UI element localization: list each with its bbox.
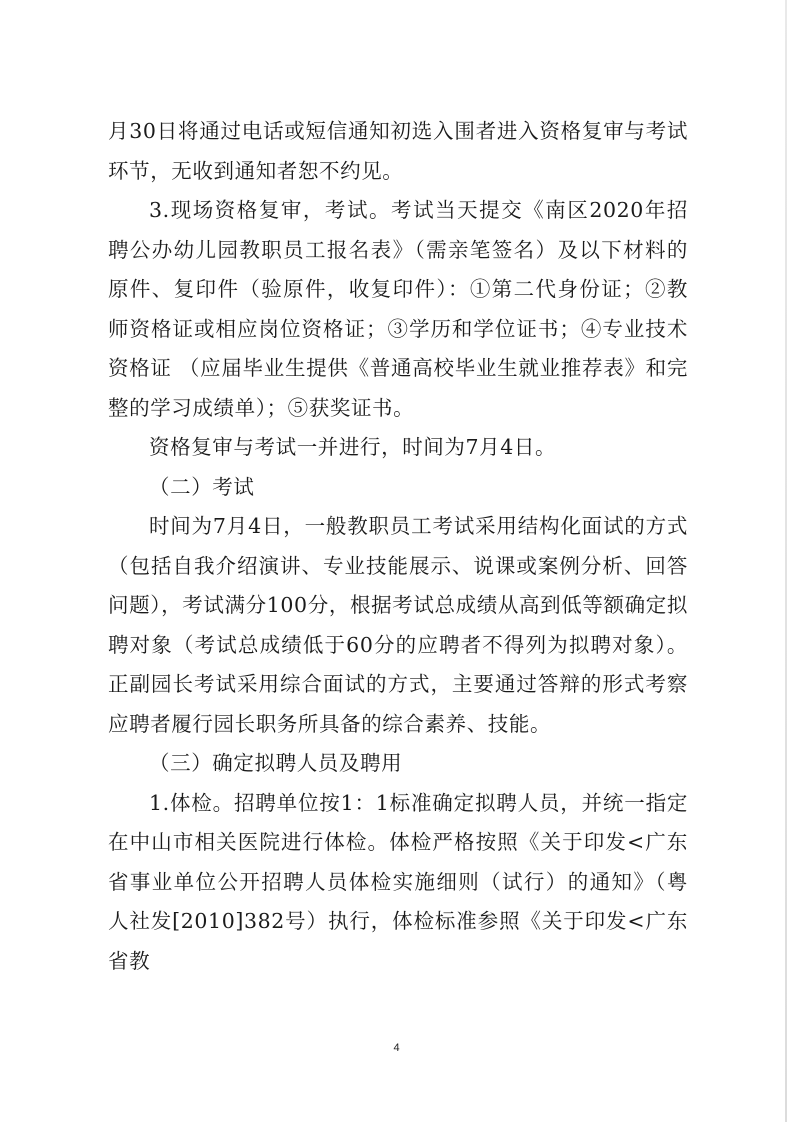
paragraph-exam-details: 时间为7月4日，一般教职员工考试采用结构化面试的方式（包括自我介绍演讲、专业技能展示、说课或案例分析、回答问题），考试满分100分，根据考试总成绩从高到低等额确定拟聘对象（考试总成绩低于60分的应聘者不得列为拟聘对象）。正副园长考试采用综合面试的方式，主要通过答辩的形式考察应聘者履行园长职务所具备的综合素养、技能。: [108, 514, 688, 736]
paragraph-continuation: 月30日将通过电话或短信通知初选入围者进入资格复审与考试环节，无收到通知者恕不约见。: [108, 119, 688, 183]
page-number: 4: [393, 1042, 400, 1054]
scan-edge-shadow: [785, 0, 787, 1122]
paragraph-review-date: 资格复审与考试一并进行，时间为7月4日。: [149, 435, 557, 459]
document-body: [108, 112, 688, 981]
paragraph-medical-exam: 1.体检。招聘单位按1：1标准确定拟聘人员，并统一指定在中山市相关医院进行体检。体检严格按照《关于印发<广东省事业单位公开招聘人员体检实施细则（试行）的通知》（粤人社发[2010]382号）执行，体检标准参照《关于印发<广东省教: [108, 790, 688, 973]
section-heading-exam: （二）考试: [149, 474, 255, 499]
paragraph-qualification-review: 3.现场资格复审，考试。考试当天提交《南区2020年招聘公办幼儿园教职员工报名表》（需亲笔签名）及以下材料的原件、复印件（验原件，收复印件）：①第二代身份证；②教师资格证或相应岗位资格证；③学历和学位证书；④专业技术资格证 （应届毕业生提供《普通高校毕业生就业推荐表》和完整的学习成绩单）；⑤获奖证书。: [108, 198, 688, 420]
section-heading-hiring: （三）确定拟聘人员及聘用: [149, 751, 403, 775]
